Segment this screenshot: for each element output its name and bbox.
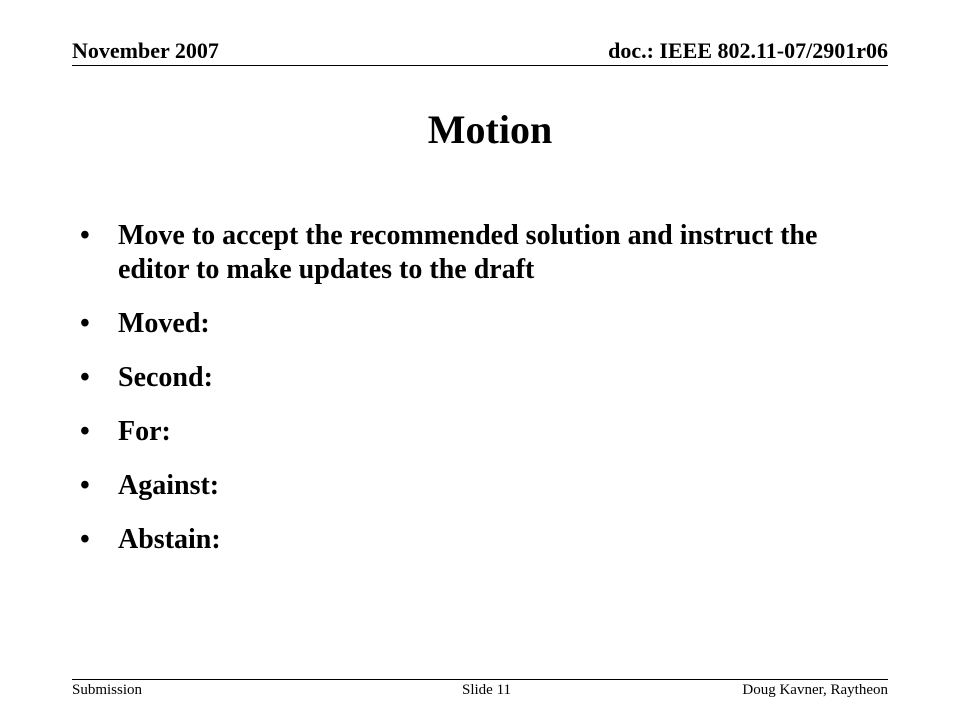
bullet-text: Moved: bbox=[118, 308, 210, 339]
bullet-dot-icon: • bbox=[80, 524, 90, 555]
bullet-item-against bbox=[80, 469, 890, 503]
header-divider bbox=[72, 65, 888, 66]
bullet-dot-icon: • bbox=[80, 308, 90, 339]
footer-divider bbox=[72, 679, 888, 680]
bullet-item-abstain bbox=[80, 523, 890, 557]
bullet-text: Against: bbox=[118, 470, 220, 501]
bullet-text: For: bbox=[118, 416, 171, 447]
bullet-text: Move to accept the recommended solution and instruct the editor to make updates to the draft bbox=[118, 220, 818, 285]
bullet-item-second bbox=[80, 361, 890, 395]
bullet-dot-icon: • bbox=[80, 470, 90, 501]
footer-slide-number: Slide 11 bbox=[462, 682, 512, 698]
footer-submission: Submission bbox=[72, 682, 143, 698]
bullet-item-motion bbox=[80, 219, 890, 287]
footer-author: Doug Kavner, Raytheon bbox=[742, 682, 888, 698]
bullet-list bbox=[80, 219, 890, 577]
slide-title: Motion bbox=[427, 107, 553, 152]
bullet-item-for bbox=[80, 415, 890, 449]
header-date: November 2007 bbox=[72, 38, 219, 63]
bullet-dot-icon: • bbox=[80, 362, 90, 393]
bullet-dot-icon: • bbox=[80, 220, 90, 251]
bullet-text: Abstain: bbox=[118, 524, 221, 555]
bullet-dot-icon: • bbox=[80, 416, 90, 447]
bullet-text: Second: bbox=[118, 362, 213, 393]
bullet-item-moved bbox=[80, 307, 890, 341]
header-doc-id: doc.: IEEE 802.11-07/2901r06 bbox=[608, 38, 888, 63]
